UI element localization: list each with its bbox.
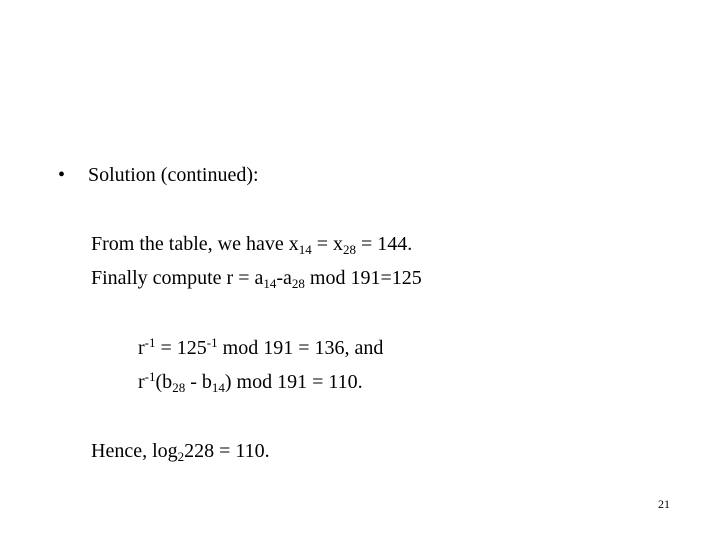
- page-number: 21: [658, 497, 670, 511]
- line4-text-b: (b: [155, 371, 173, 393]
- line1-text-c: = 144.: [356, 233, 413, 255]
- line3-sup-b: -1: [206, 335, 218, 350]
- line3-text-a: r: [138, 337, 145, 359]
- table-result-line: [91, 231, 412, 257]
- line5-sub-a: 2: [177, 449, 185, 464]
- bullet-heading: [58, 162, 259, 188]
- line2-text-a: Finally compute r = a: [91, 267, 264, 289]
- line2-sub-b: 28: [291, 276, 305, 291]
- line3-sup-a: -1: [144, 335, 156, 350]
- heading-text: Solution (continued):: [88, 164, 259, 186]
- line2-sub-a: 14: [263, 276, 277, 291]
- line5-text-b: 228 = 110.: [184, 440, 270, 462]
- compute-r-line: [91, 265, 422, 291]
- line1-sub-a: 14: [298, 242, 312, 257]
- inverse-line: [138, 335, 383, 361]
- line4-sup-a: -1: [144, 369, 156, 384]
- line4-text-d: ) mod 191 = 110.: [224, 371, 363, 393]
- line5-text-a: Hence, log: [91, 440, 178, 462]
- line1-sub-b: 28: [343, 242, 356, 257]
- line1-text-b: = x: [311, 233, 343, 255]
- line4-sub-b: 14: [211, 380, 225, 395]
- conclusion-line: [91, 438, 270, 464]
- line4-text-c: - b: [185, 371, 212, 393]
- line3-text-c: mod 191 = 136, and: [217, 337, 384, 359]
- line2-text-c: mod 191=125: [304, 267, 422, 289]
- line2-text-b: -a: [276, 267, 292, 289]
- bullet-marker: •: [58, 164, 66, 186]
- line1-text-a: From the table, we have x: [91, 233, 299, 255]
- line3-text-b: = 125: [155, 337, 207, 359]
- result-line: [138, 369, 363, 395]
- line4-sub-a: 28: [172, 380, 186, 395]
- line4-text-a: r: [138, 371, 145, 393]
